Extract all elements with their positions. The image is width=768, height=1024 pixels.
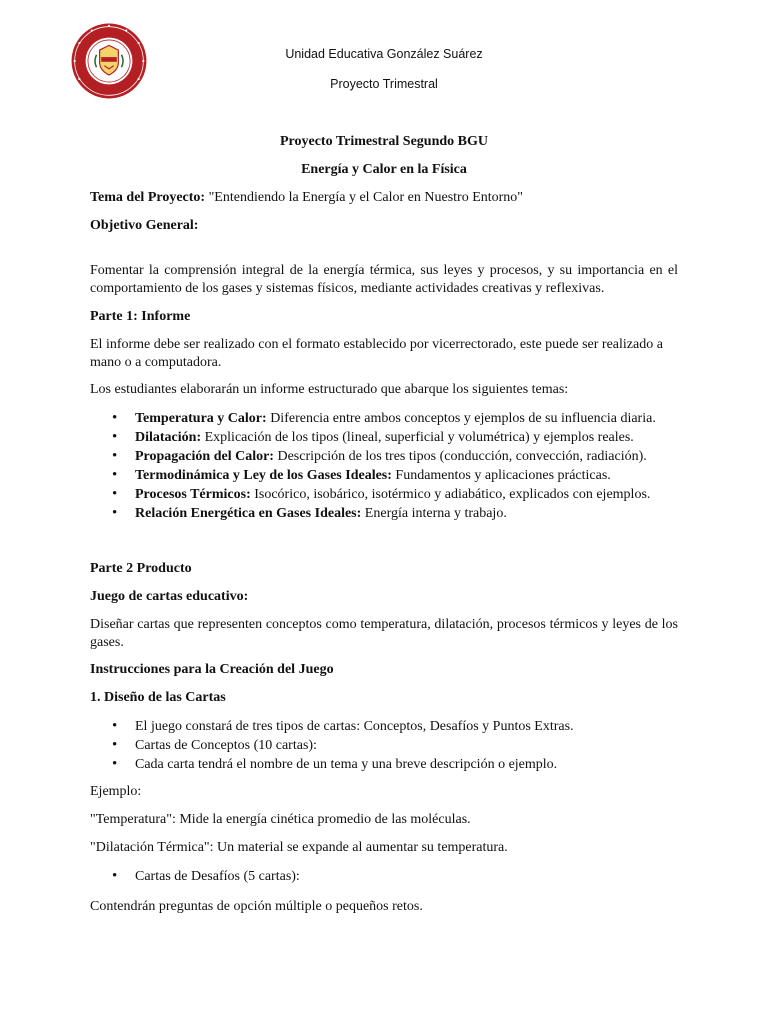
list-item: • Cartas de Desafíos (5 cartas):	[90, 867, 678, 886]
header-subtitle: Proyecto Trimestral	[330, 77, 438, 91]
school-name: Unidad Educativa González Suárez	[285, 47, 483, 61]
tema-line	[90, 189, 678, 207]
desafios-text: Contendrán preguntas de opción múltiple o pequeños retos.	[90, 899, 423, 914]
tema-text: "Entendiendo la Energía y el Calor en Nuestro Entorno"	[205, 190, 524, 205]
list-item: • Temperatura y Calor: Diferencia entre ambos conceptos y ejemplos de su influencia diaria.	[90, 409, 678, 428]
ejemplo-label: Ejemplo:	[90, 784, 142, 799]
list-item: • Procesos Térmicos: Isocórico, isobárico, isotérmico y adiabático, explicados con ejemplos.	[90, 485, 678, 504]
diseno-heading: 1. Diseño de las Cartas	[90, 690, 226, 705]
tema-label: Tema del Proyecto:	[90, 190, 206, 205]
objetivo-heading: Objetivo General:	[90, 218, 199, 233]
parte1-intro: Los estudiantes elaborarán un informe estructurado que abarque los siguientes temas:	[90, 382, 569, 397]
list-item: • Dilatación: Explicación de los tipos (lineal, superficial y volumétrica) y ejemplos reales.	[90, 428, 678, 447]
instrucciones-heading: Instrucciones para la Creación del Juego	[90, 662, 334, 677]
juego-heading: Juego de cartas educativo:	[90, 589, 249, 604]
list-item: • Cada carta tendrá el nombre de un tema y una breve descripción o ejemplo.	[90, 755, 678, 774]
ejemplo-temperatura: "Temperatura": Mide la energía cinética promedio de las moléculas.	[90, 812, 471, 827]
ejemplo-dilatacion: "Dilatación Térmica": Un material se expande al aumentar su temperatura.	[90, 840, 508, 855]
list-item: • Cartas de Conceptos (10 cartas):	[90, 736, 678, 755]
diseno-list	[90, 717, 678, 774]
document-title: Proyecto Trimestral Segundo BGU	[279, 134, 489, 149]
desafios-list	[90, 867, 678, 886]
list-item: • Propagación del Calor: Descripción de los tres tipos (conducción, convección, radiación).	[90, 447, 678, 466]
list-item: • Termodinámica y Ley de los Gases Ideales: Fundamentos y aplicaciones prácticas.	[90, 466, 678, 485]
parte1-heading: Parte 1: Informe	[90, 309, 191, 324]
parte1-paragraph: El informe debe ser realizado con el formato establecido por vicerrectorado, este puede ser realizado a mano o a computadora.	[90, 337, 663, 370]
list-item: • Relación Energética en Gases Ideales: Energía interna y trabajo.	[90, 504, 678, 523]
document-subtitle: Energía y Calor en la Física	[301, 162, 467, 177]
parte2-heading: Parte 2 Producto	[90, 561, 192, 576]
temas-list	[90, 409, 678, 523]
objetivo-text: Fomentar la comprensión integral de la energía térmica, sus leyes y procesos, y su importancia en el comportamiento de los gases y sistemas físicos, mediante actividades creativas y reflexivas.	[90, 263, 678, 296]
list-item: • El juego constará de tres tipos de cartas: Conceptos, Desafíos y Puntos Extras.	[90, 717, 678, 736]
juego-text: Diseñar cartas que representen conceptos como temperatura, dilatación, procesos térmicos y leyes de los gases.	[90, 617, 678, 650]
